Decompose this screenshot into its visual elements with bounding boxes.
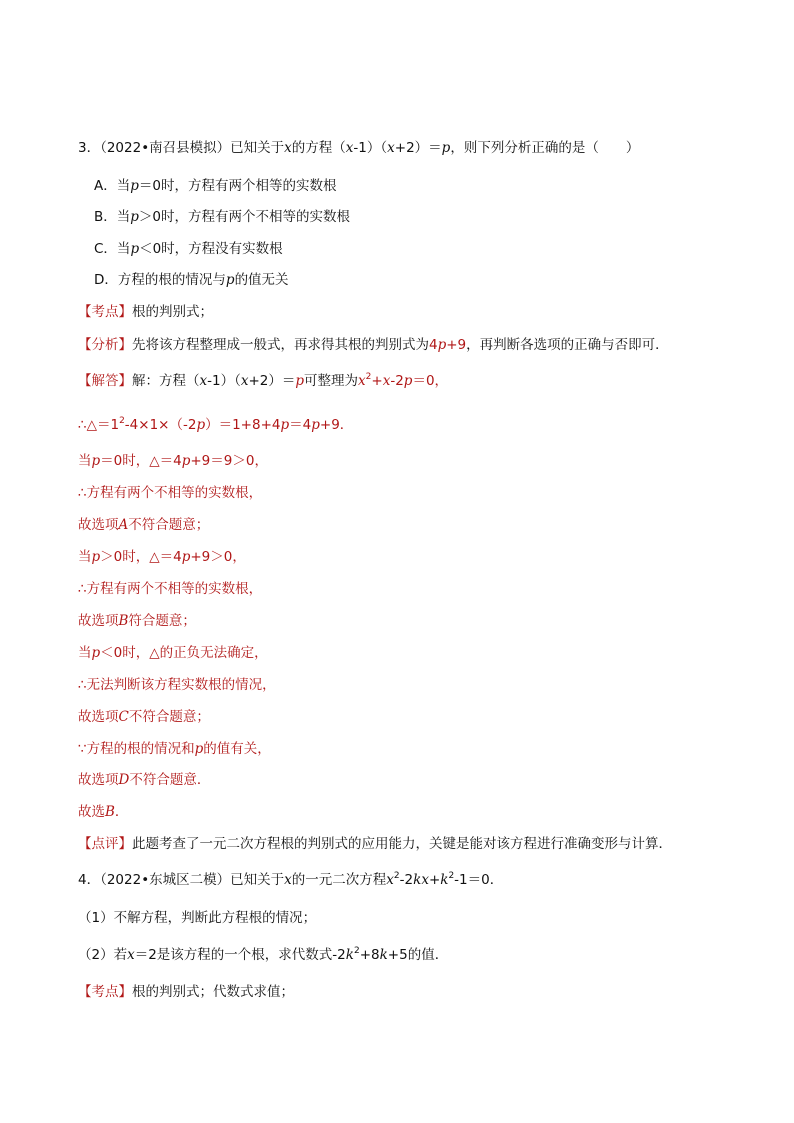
option-a: A．当p＝0时，方程有两个相等的实数根: [94, 178, 337, 194]
case2-line: 当p＞0时，△＝4p+9＞0，: [78, 549, 246, 565]
q4-part2: （2）若x＝2是该方程的一个根，求代数式$-2k^2+8k+5$的值．: [78, 946, 449, 963]
question-source: （2022•南召县模拟）: [100, 140, 231, 156]
case4-line: ∵方程的根的情况和p的值有关，: [78, 741, 271, 757]
question-number: 3．: [78, 140, 101, 156]
jieda-tag: 【解答】: [78, 373, 132, 389]
case2-conclusion: 故选项B符合题意；: [78, 613, 196, 629]
kaodian-tag: 【考点】: [78, 304, 132, 320]
delta-line: $\therefore\triangle=1^2-4\times 1\times(-2p)=1+8+4p=4p+9$．: [78, 416, 354, 433]
case1-result: ∴方程有两个不相等的实数根，: [78, 485, 263, 501]
option-d: D．方程的根的情况与p的值无关: [94, 272, 289, 288]
jieda-line: 【解答】解：方程（x-1）（x+2）＝p可整理为$x^2+x-2p=0$，: [78, 372, 449, 389]
q4-stem: 4．（2022•东城区二模）已知关于x的一元二次方程$x^2-2kx+k^2-1=0$．: [78, 871, 504, 888]
question-source: （2022•东城区二模）: [100, 872, 231, 888]
dianping-line: 【点评】此题考查了一元二次方程根的判别式的应用能力，关键是能对该方程进行准确变形与计算．: [78, 836, 672, 852]
case1-conclusion: 故选项A不符合题意；: [78, 517, 210, 533]
option-b: B．当p＞0时，方程有两个不相等的实数根: [94, 209, 351, 225]
case4-conclusion: 故选项D不符合题意．: [78, 772, 211, 788]
q3-stem: 3．（2022•南召县模拟）已知关于x的方程（x-1）（x+2）＝p，则下列分析正确的是（ ）: [78, 140, 640, 156]
q4-part1: （1）不解方程，判断此方程根的情况；: [78, 910, 317, 926]
q4-kaodian-line: 【考点】根的判别式；代数式求值；: [78, 984, 294, 1000]
answer-line: 故选B．: [78, 804, 129, 820]
kaodian-line: 【考点】根的判别式；: [78, 304, 213, 320]
case2-result: ∴方程有两个不相等的实数根，: [78, 581, 263, 597]
case3-line: 当p＜0时，△的正负无法确定，: [78, 645, 268, 661]
kaodian-tag: 【考点】: [78, 984, 132, 1000]
question-number: 4．: [78, 872, 101, 888]
fenxi-tag: 【分析】: [78, 337, 132, 353]
dianping-tag: 【点评】: [78, 836, 132, 852]
case3-conclusion: 故选项C不符合题意；: [78, 709, 210, 725]
fenxi-line: 【分析】先将该方程整理成一般式，再求得其根的判别式为4p+9，再判断各选项的正确与否即可．: [78, 337, 669, 353]
case3-result: ∴无法判断该方程实数根的情况，: [78, 677, 276, 693]
option-c: C．当p＜0时，方程没有实数根: [94, 241, 283, 257]
case1-line: 当p＝0时，△＝4p+9＝9＞0，: [78, 453, 268, 469]
